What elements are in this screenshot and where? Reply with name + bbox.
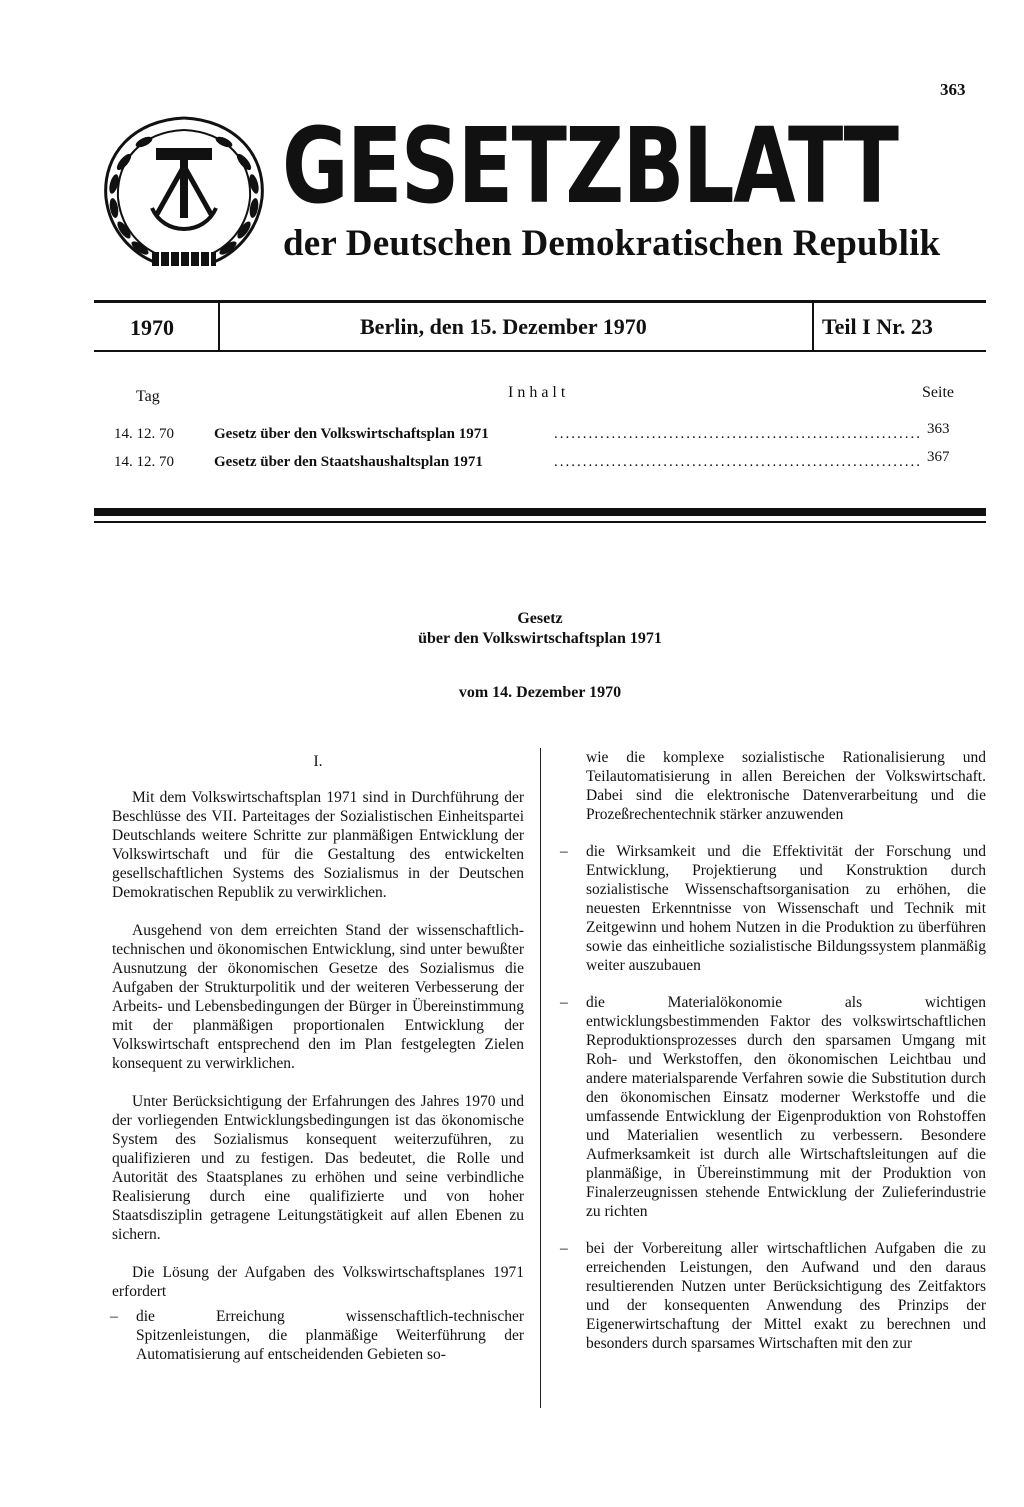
page-number: 363 [940, 80, 966, 99]
toc-row-date: 14. 12. 70 [114, 454, 174, 470]
toc-header-page: Seite [922, 384, 954, 401]
right-column [562, 748, 986, 1371]
list-item-continuation: wie die komplexe sozialistische Rationalisierung und Teilautomatisierung in allen Bereichen der Volkswirtschaft. Dabei sind die elektronische Datenverarbeitung und die Prozeßrechentechnik stärker anzuwenden [586, 749, 986, 823]
toc-row [114, 421, 954, 448]
info-bar-divider [812, 303, 814, 350]
state-emblem-icon [94, 112, 274, 274]
column-divider [540, 748, 541, 1408]
section-number: I. [313, 753, 323, 770]
toc-header-title: Inhalt [508, 384, 570, 401]
masthead-title: GESETZBLATT [282, 105, 898, 227]
issue-number: Teil I Nr. 23 [822, 314, 933, 339]
toc-row-page: 367 [927, 449, 950, 465]
toc-row-title: Gesetz über den Volkswirtschaftsplan 1971 [214, 426, 489, 442]
issue-year: 1970 [130, 315, 174, 340]
toc-row-page: 363 [927, 421, 950, 437]
list-item: – die Erreichung wissenschaftlich-technischer Spitzenleistungen, die planmäßige Weiterführung der Automatisierung auf entscheidenden Gebieten so- [112, 1307, 524, 1364]
section-rule-thick [94, 508, 986, 516]
info-bar-bottom-rule [94, 350, 986, 352]
law-date: vom 14. Dezember 1970 [458, 684, 622, 701]
toc-row-leader: ................................................................ [554, 454, 922, 470]
paragraph: Die Lösung der Aufgaben des Volkswirtschaftsplanes 1971 erfordert [112, 1264, 524, 1300]
section-rule-thin [94, 521, 986, 523]
toc-row [114, 449, 954, 476]
info-bar-divider [218, 303, 220, 350]
info-bar-top-rule [94, 300, 986, 303]
toc-row-date: 14. 12. 70 [114, 426, 174, 442]
list-item: – bei der Vorbereitung aller wirtschaftlichen Aufgaben die zu erreichenden Leistungen, den Aufwand und den daraus resultierenden Nutzen unter Berücksichtigung des Zeitfaktors und der konsequenten Anwendung des Prinzips der Eigenerwirtschaftung der Mittel exakt zu berechnen und besonders durch sparsames Wirtschaften mit den zur [562, 1239, 986, 1353]
issue-date: Berlin, den 15. Dezember 1970 [360, 314, 647, 339]
paragraph: Mit dem Volkswirtschaftsplan 1971 sind in Durchführung der Beschlüsse des VII. Parteitages der Sozialistischen Einheitspartei Deutschlands weitere Schritte zur planmäßigen Entwicklung der Volkswirtschaft und für die Gestaltung des entwickelten gesellschaftlichen Systems des Sozialismus in der Deutschen Demokratischen Republik zu verwirklichen. [112, 789, 524, 901]
masthead-subtitle: der Deutschen Demokratischen Republik [283, 223, 941, 264]
toc-row-leader: ................................................................ [554, 426, 922, 442]
toc-row-title: Gesetz über den Staatshaushaltsplan 1971 [214, 454, 483, 470]
law-heading: Gesetz [517, 610, 563, 627]
law-subheading: über den Volkswirtschaftsplan 1971 [418, 630, 662, 647]
list-item: – die Wirksamkeit und die Effektivität der Forschung und Entwicklung, Projektierung und Konstruktion durch sozialistische Wissenschaftsorganisation zu erhöhen, die neuesten Erkenntnisse von Wissenschaft und Technik mit Zeitgewinn und hohem Nutzen in die Produktion zu überführen sowie das einheitliche sozialistische Bildungssystem planmäßig weiter auszubauen [562, 842, 986, 975]
list-item: – die Materialökonomie als wichtigen entwicklungsbestimmenden Faktor des volkswirtschaftlichen Reproduktionsprozesses durch den sparsamen Umgang mit Roh- und Werkstoffen, den ökonomischen Leichtbau und andere materialsparende Verfahren sowie die Substitution durch den ökonomischen Einsatz moderner Werkstoffe und die umfassende Entwicklung der Eigenproduktion von Rohstoffen und Materialien wesentlich zu verbessern. Besondere Aufmerksamkeit ist durch alle Wirtschaftsleitungen auf die planmäßige, in Übereinstimmung mit der Produktion von Finalerzeugnissen stehende Entwicklung der Zulieferindustrie zu richten [562, 993, 986, 1221]
toc-header-date: Tag [136, 388, 160, 405]
paragraph: Ausgehend von dem erreichten Stand der wissenschaftlich-technischen und ökonomischen Entwicklung, sind unter bewußter Ausnutzung der ökonomischen Gesetze des Sozialismus die Aufgaben der Strukturpolitik und der weiteren Verbesserung der Arbeits- und Lebensbedingungen der Bürger in Übereinstimmung mit der planmäßigen proportionalen Entwicklung der Volkswirtschaft entsprechend den im Plan festgelegten Zielen konsequent zu verwirklichen. [112, 922, 524, 1072]
left-column [112, 752, 524, 1382]
paragraph: Unter Berücksichtigung der Erfahrungen des Jahres 1970 und der vorliegenden Entwicklungsbedingungen ist das ökonomische System des Sozialismus konsequent weiterzuführen, zu qualifizieren und zu festigen. Das bedeutet, die Rolle und Autorität des Staatsplanes zu erhöhen und seine verbindliche Realisierung durch eine qualifizierte und von hoher Staatsdisziplin getragene Leitungstätigkeit auf allen Ebenen zu sichern. [112, 1093, 524, 1243]
